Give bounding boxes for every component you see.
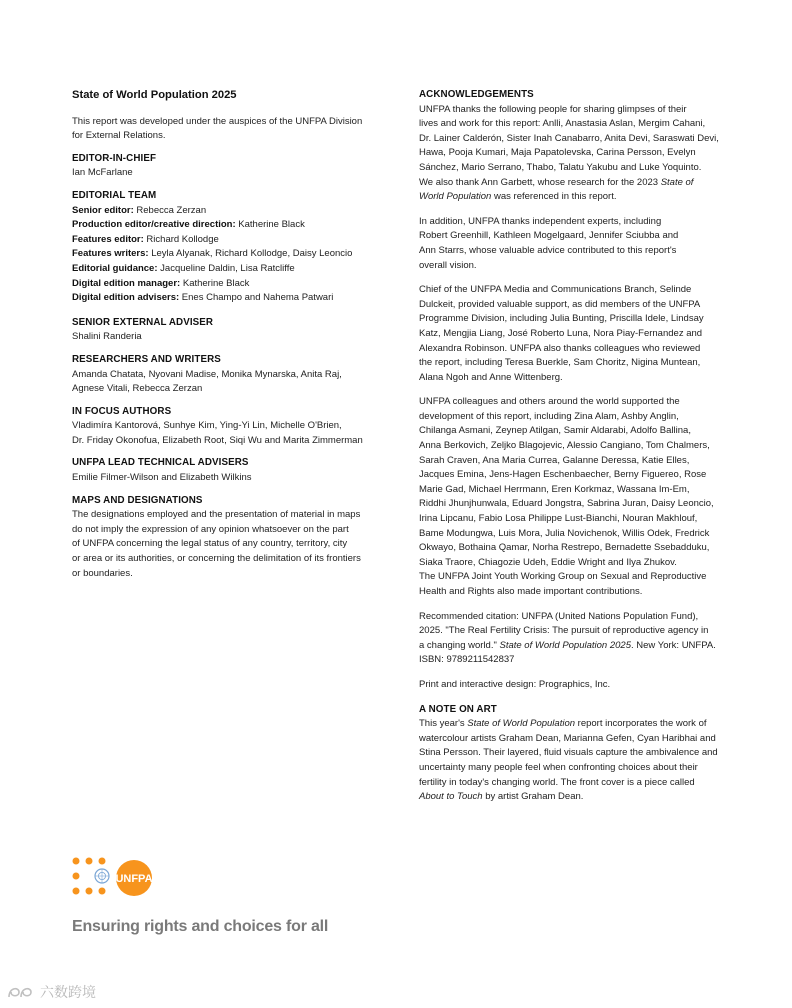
section-heading: UNFPA LEAD TECHNICAL ADVISERS bbox=[72, 457, 249, 469]
intro-text: This report was developed under the auspices of the UNFPA Division for External Relations. bbox=[72, 115, 363, 142]
isbn: ISBN: 9789211542837 bbox=[419, 654, 515, 666]
note-on-art-section: A NOTE ON ART This year's State of World Population report incorporates the work of watercolour artists Graham Dean, Marianna Gefen, Cyan Haribhai and Stina Persson. Their layered, fluid visuals capture the ambivalence and uncertainty many people feel when confronting choices about their fertility in today's changing world. The front cover is a piece called About to Touch by artist Graham Dean. bbox=[419, 703, 737, 805]
team-row: Features writers: Leyla Alyanak, Richard Kollodge, Daisy Leoncio bbox=[72, 248, 353, 260]
right-column bbox=[419, 88, 737, 815]
section-heading: SENIOR EXTERNAL ADVISER bbox=[72, 316, 214, 328]
team-row: Editorial guidance: Jacqueline Daldin, Lisa Ratcliffe bbox=[72, 262, 295, 274]
section-heading: MAPS AND DESIGNATIONS bbox=[72, 494, 203, 506]
section-heading: A NOTE ON ART bbox=[419, 703, 497, 715]
design-credit: Print and interactive design: Prographics, Inc. bbox=[419, 678, 611, 690]
tagline: Ensuring rights and choices for all bbox=[72, 918, 329, 935]
researchers-section: RESEARCHERS AND WRITERS Amanda Chatata, Nyovani Madise, Monika Mynarska, Anita Raj, Agnese Vitali, Rebecca Zerzan bbox=[72, 353, 384, 397]
editor-in-chief-section bbox=[72, 152, 384, 181]
media-paragraph: Chief of the UNFPA Media and Communications Branch, Selinde Dulckeit, provided valuable support, as did members of the UNFPA Programme Division, including Julia Bunting, Priscilla Idele, Lindsay Katz, Mengjia Liang, José Roberto Luna, Nora Piay-Fernandez and Alexandra Robinson. UNFPA also thanks colleagues who reviewed the report, including Teresa Buerkle, Sam Choritz, Nigina Muntean, Alana Ngoh and Anne Wittenberg. bbox=[419, 284, 704, 383]
lead-advisers-section: UNFPA LEAD TECHNICAL ADVISERS Emilie Filmer-Wilson and Elizabeth Wilkins bbox=[72, 456, 384, 485]
acknowledgements-section: ACKNOWLEDGEMENTS UNFPA thanks the following people for sharing glimpses of their lives and work for this report: Anlli, Anastasia Aslan, Mergim Cahani, Dr. Lainer Calderón, Sister Inah Canabarro, Anita Devi, Saraswati Devi, Hawa, Pooja Kumari, Maja Papatolevska, Carina Persson, Evelyn Sánchez, Mario Serrano, Thabo, Talatu Yakubu and Luke Yoquinto. We also thank Ann Garbett, whose research for the 2023 State of World Population was referenced in this report. bbox=[419, 88, 737, 205]
section-heading: ACKNOWLEDGEMENTS bbox=[419, 89, 534, 100]
logo-text: UNFPA bbox=[115, 873, 153, 885]
maps-section: MAPS AND DESIGNATIONS The designations employed and the presentation of material in maps do not imply the expression of any opinion whatsoever on the part of UNFPA concerning the legal status of any country, territory, city or area or its authorities, or concerning the delimitation of its frontiers or boundaries. bbox=[72, 494, 384, 582]
colleagues-paragraph: UNFPA colleagues and others around the world supported the development of this report, including Zina Alam, Ashby Anglin, Chilanga Asmani, Zeynep Atilgan, Samir Aldarabi, Adolfo Ballina, Anna Berkovich, Zeljko Blagojevic, Alessio Cangiano, Tom Chalmers, Sarah Craven, Ana Maria Currea, Galanne Deressa, Katie Elles, Jacques Emina, Jens-Hagen Eschenbaecher, Berny Figuereo, Rose Marie Gad, Michael Herrmann, Eren Korkmaz, Wassana Im-Em, Riddhi Jhunjhunwala, Eduard Jongstra, Sabrina Juran, Daisy Leoncio, Irina Lipcanu, Fabio Losa Philippe Lust-Bianchi, Nouran Makhlouf, Bame Modungwa, Luis Mora, Julia Novichenok, Willis Odek, Fredrick Okwayo, Bothaina Qamar, Norha Restrepo, Bernadette Ssebadduku, Siaka Traore, Chiagozie Udeh, Eddie Wright and Ilya Zhukov. The UNFPA Joint Youth Working Group on Sexual and Reproductive Health and Rights also made important contributions. bbox=[419, 396, 714, 597]
senior-adviser-section: SENIOR EXTERNAL ADVISER Shalini Randeria bbox=[72, 316, 384, 345]
watermark-text: 六数跨境 bbox=[40, 984, 96, 1000]
editorial-team-section bbox=[72, 189, 384, 306]
report-title: State of World Population 2025 bbox=[72, 89, 237, 101]
experts-paragraph: In addition, UNFPA thanks independent experts, including Robert Greenhill, Kathleen Mogelgaard, Jennifer Sciubba and Ann Starrs, whose valuable advice contributed to this report's overall vision. bbox=[419, 215, 679, 271]
un-emblem-icon bbox=[95, 869, 109, 883]
unfpa-logo bbox=[72, 856, 162, 900]
section-heading: IN FOCUS AUTHORS bbox=[72, 405, 172, 417]
section-heading: RESEARCHERS AND WRITERS bbox=[72, 353, 221, 365]
section-heading: EDITORIAL TEAM bbox=[72, 189, 157, 201]
team-row: Digital edition manager: Katherine Black bbox=[72, 277, 250, 289]
left-column bbox=[72, 88, 384, 589]
watermark-logo-icon bbox=[6, 983, 36, 1001]
team-row: Features editor: Richard Kollodge bbox=[72, 233, 219, 245]
watermark bbox=[6, 982, 96, 1002]
section-heading: EDITOR-IN-CHIEF bbox=[72, 152, 157, 164]
team-row: Senior editor: Rebecca Zerzan bbox=[72, 204, 207, 216]
team-row: Production editor/creative direction: Katherine Black bbox=[72, 219, 305, 231]
editor-name: Ian McFarlane bbox=[72, 167, 133, 179]
in-focus-section: IN FOCUS AUTHORS Vladimíra Kantorová, Sunhye Kim, Ying-Yi Lin, Michelle O'Brien, Dr. Friday Okonofua, Elizabeth Root, Siqi Wu and Marita Zimmerman bbox=[72, 405, 384, 449]
citation-paragraph: Recommended citation: UNFPA (United Nations Population Fund), 2025. "The Real Fertility Crisis: The pursuit of reproductive agency in a changing world." State of World Population 2025. New York: UNFPA. ISBN: 9789211542837 bbox=[419, 610, 737, 668]
team-row: Digital edition advisers: Enes Champo and Nahema Patwari bbox=[72, 292, 334, 304]
